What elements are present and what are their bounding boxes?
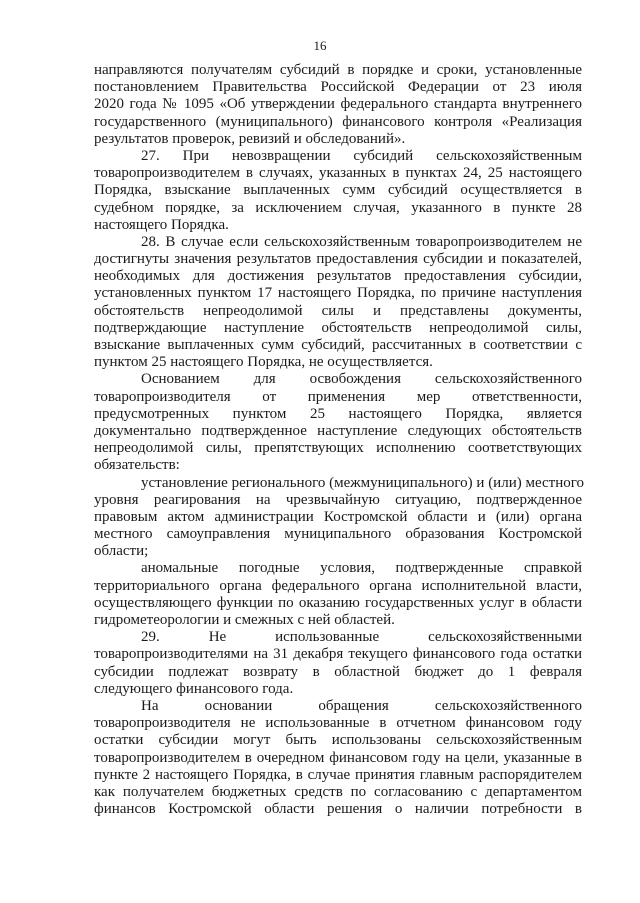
- text-line: установление регионального (межмуниципального) и (или) местного: [141, 474, 585, 491]
- text-line: 27. При невозвращении субсидий сельскохозяйственным: [141, 147, 582, 164]
- text-line: финансов Костромской области решения о наличии потребности в: [94, 801, 582, 818]
- text-line: государственного (муниципального) финансового контроля «Реализация: [94, 113, 582, 130]
- text-line: пункте 2 настоящего Порядка, в случае принятия главным распорядителем: [94, 766, 582, 783]
- text-line: субсидии подлежат возврату в областной бюджет до 1 февраля: [94, 663, 582, 680]
- text-line: необходимых для достижения результатов предоставления субсидии,: [94, 268, 582, 285]
- text-line: территориального органа федерального органа исполнительной власти,: [94, 577, 582, 594]
- paragraph-emergency-regime: [94, 474, 585, 561]
- text-line: аномальные погодные условия, подтвержденные справкой: [141, 560, 582, 577]
- paragraph-clause-28: [94, 234, 582, 372]
- text-line: постановлением Правительства Российской Федерации от 23 июля: [94, 79, 582, 96]
- paragraph-weather-conditions: [94, 560, 582, 629]
- paragraph-unused-balances: [94, 698, 582, 818]
- text-line: товаропроизводителя не использованные в отчетном финансовом году: [94, 715, 582, 732]
- text-line: результатов проверок, ревизий и обследований».: [94, 130, 406, 147]
- text-line: уровня реагирования на чрезвычайную ситуацию, подтвержденное: [94, 491, 582, 508]
- text-line: гидрометеорологии и смежных с ней областей.: [94, 612, 395, 628]
- paragraph-clause-29: [94, 629, 582, 698]
- text-line: судебном порядке, за исключением случая, указанного в пункте 28: [94, 199, 582, 216]
- text-line: 2020 года № 1095 «Об утверждении федерального стандарта внутреннего: [94, 96, 582, 113]
- text-line: пунктом 25 настоящего Порядка, не осуществляется.: [94, 354, 433, 371]
- text-line: остатки субсидии могут быть использованы сельскохозяйственным: [94, 732, 582, 749]
- text-line: настоящего Порядка.: [94, 216, 229, 233]
- page-number: 16: [313, 38, 327, 53]
- document-body: [94, 62, 585, 818]
- text-line: непреодолимой силы, препятствующих исполнению соответствующих: [94, 440, 582, 457]
- text-line: области;: [94, 543, 149, 560]
- text-line: обязательств:: [94, 457, 180, 474]
- text-line: На основании обращения сельскохозяйственного: [141, 697, 582, 714]
- text-line: товаропроизводителем в случаях, указанных в пунктах 24, 25 настоящего: [94, 165, 582, 182]
- text-line: товаропроизводителя от применения мер ответственности,: [94, 388, 582, 405]
- text-line: осуществляющего функции по оказанию государственных услуг в области: [94, 594, 582, 611]
- paragraph-exemption-grounds: [94, 371, 582, 474]
- text-line: правовым актом администрации Костромской области и (или) органа: [94, 508, 582, 525]
- text-line: 28. В случае если сельскохозяйственным товаропроизводителем не: [141, 233, 582, 250]
- text-line: достигнуты значения результатов предоставления субсидии и показателей,: [94, 251, 582, 268]
- text-line: документально подтвержденное наступление следующих обстоятельств: [94, 422, 582, 439]
- text-line: обстоятельств непреодолимой силы и представлены документы,: [94, 302, 582, 319]
- text-line: следующего финансового года.: [94, 680, 294, 697]
- text-line: товаропроизводителями на 31 декабря текущего финансового года остатки: [94, 646, 582, 663]
- paragraph-continuation: [94, 62, 582, 148]
- paragraph-clause-27: [94, 148, 582, 234]
- text-line: товаропроизводителем в очередном финансовом году на цели, указанные в: [94, 749, 582, 766]
- text-line: установленных пунктом 17 настоящего Порядка, по причине наступления: [94, 285, 582, 302]
- text-line: предусмотренных пунктом 25 настоящего Порядка, является: [94, 405, 582, 422]
- text-line: направляются получателям субсидий в порядке и сроки, установленные: [94, 62, 582, 78]
- text-line: как получателем бюджетных средств по согласованию с департаментом: [94, 783, 582, 800]
- text-line: Основанием для освобождения сельскохозяйственного: [141, 371, 582, 388]
- text-line: местного самоуправления муниципального образования Костромской: [94, 526, 582, 543]
- text-line: подтверждающие наступление обстоятельств непреодолимой силы,: [94, 319, 582, 336]
- text-line: 29. Не использованные сельскохозяйственными: [141, 629, 582, 646]
- text-line: Порядка, взыскание выплаченных сумм субсидий осуществляется в: [94, 182, 582, 199]
- text-line: взыскание выплаченных сумм субсидий, рассчитанных в соответствии с: [94, 337, 582, 353]
